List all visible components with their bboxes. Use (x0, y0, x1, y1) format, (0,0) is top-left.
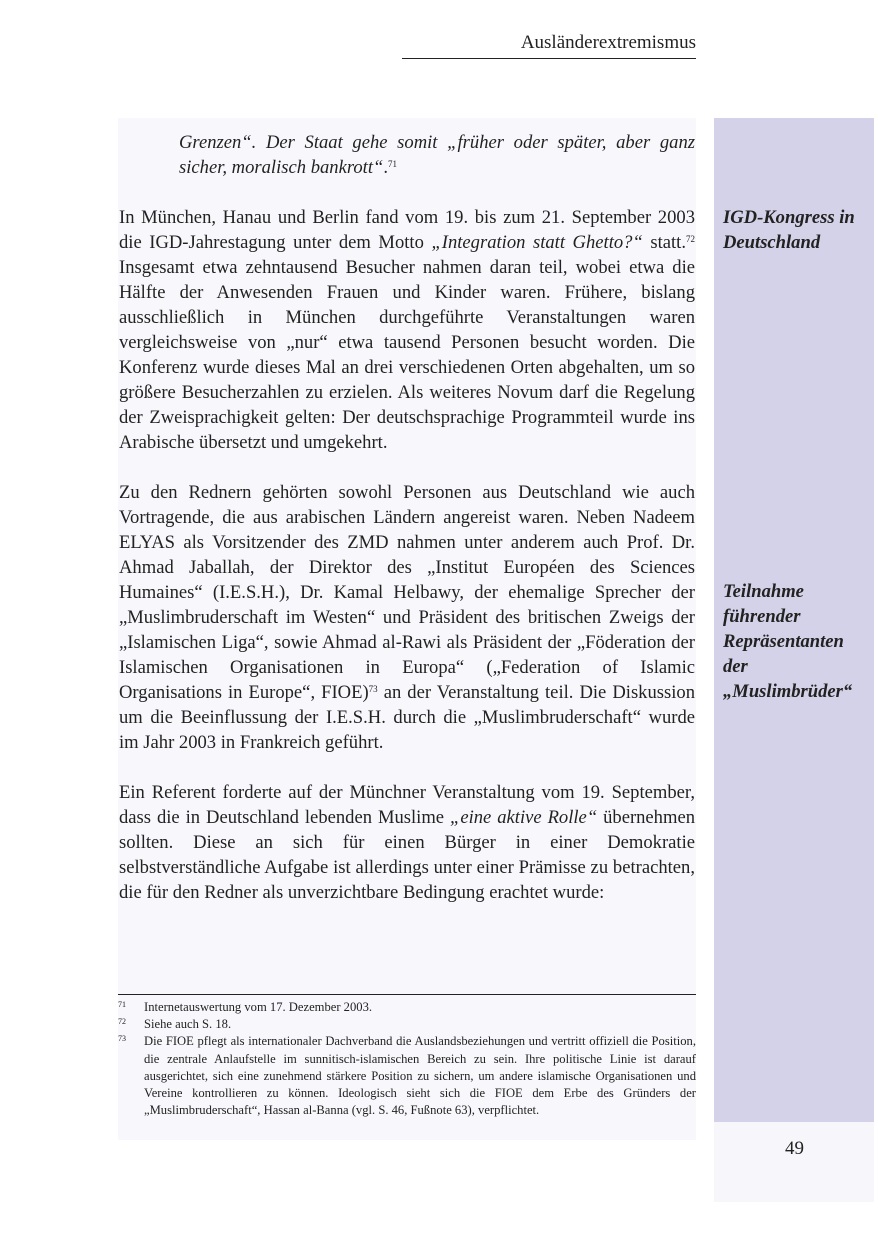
para1-motto: „Integration statt Ghetto?“ (431, 232, 643, 253)
para2-text-b: an der Veranstaltung teil. Die Diskussion um die Beeinflussung der I.E.S.H. durch die „Muslimbruderschaft“ wurde im Jahr 2003 in Frankreich geführt. (119, 682, 696, 753)
footnote-ref-73[interactable]: 73 (368, 684, 378, 694)
footnote-text: Siehe auch S. 18. (144, 1017, 232, 1032)
para3-text-a: Ein Referent forderte auf der Münchner Veranstaltung vom 19. September, dass die in Deutschland lebenden Muslime (119, 782, 695, 828)
quote-italic-emphasis: „früher oder später, aber ganz sicher, moralisch bankrott“ (179, 132, 695, 178)
para3-emphasis: „eine aktive Rolle“ (450, 807, 598, 828)
para3-text-b: übernehmen sollten. Diese an sich für einen Bürger in einer Demokratie selbstverständliche Aufgabe ist allerdings unter einer Prämisse zu betrachten, die für den Redner als unverzichtbare Bedingung erachtet wurde: (119, 807, 695, 903)
footnote-73 (118, 1033, 696, 1119)
footnote-text: Internetauswertung vom 17. Dezember 2003. (144, 1000, 373, 1014)
quote-italic-start: Grenzen“. Der Staat gehe somit (179, 132, 448, 153)
paragraph-speakers (119, 480, 695, 755)
para2-text-a: Zu den Rednern gehörten sowohl Personen aus Deutschland wie auch Vortragende, die aus arabischen Ländern angereist waren. Neben Nadeem ELYAS als Vorsitzender des ZMD nahmen unter anderem auch Prof. Dr. Ahmad Jaballah, der Direktor des „Institut Européen des Sciences Humaines“ (I.E.S.H.), Dr. Kamal Helbawy, der ehemalige Sprecher der „Muslimbruderschaft im Westen“ und Präsident des britischen Zweigs der „Islamischen Liga“, sowie Ahmad al-Rawi als Präsident der „Föderation der Islamischen Organisationen in Europa“ („Federation of Islamic Organisations in Europe“, FIOE) (119, 482, 695, 703)
para1-text-b: statt. (642, 232, 686, 253)
quote-end: . (383, 157, 389, 178)
margin-note-muslim-brothers: Teilnahme führender Repräsentanten der „Muslimbrüder“ (723, 581, 853, 702)
block-quote (119, 130, 695, 180)
para1-text-a: In München, Hanau und Berlin fand vom 19. bis zum 21. September 2003 die IGD-Jahrestagung unter dem Motto (119, 207, 695, 253)
body-text (119, 130, 695, 930)
footnote-72 (118, 1016, 696, 1033)
margin-note-igd-congress: IGD-Kongress in Deutschland (723, 207, 855, 253)
footnote-number: 72 (118, 1017, 126, 1027)
para1-text-c: Insgesamt etwa zehntausend Besucher nahmen daran teil, wobei etwa die Hälfte der Anwesenden Frauen und Kinder waren. Frühere, bislang ausschließlich in München durchgeführte Veranstaltungen waren vergleichsweise von „nur“ etwa tausend Personen besucht worden. Die Konferenz wurde dieses Mal an drei verschiedenen Orten abgehalten, um so größere Besucherzahlen zu erzielen. Als weiteres Novum darf die Regelung der Zweisprachigkeit gelten: Der deutschsprachige Programmteil wurde ins Arabische übersetzt und umgekehrt. (119, 257, 695, 453)
page-number: 49 (785, 1138, 804, 1159)
footnote-ref-71[interactable]: 71 (388, 159, 398, 169)
page-number-box (714, 1122, 874, 1202)
footnotes (118, 994, 696, 1119)
paragraph-igd-congress (119, 205, 695, 455)
paragraph-referent (119, 780, 695, 905)
footnote-71 (118, 999, 696, 1016)
footnote-text: Die FIOE pflegt als internationaler Dachverband die Auslandsbeziehungen und vertritt offiziell die Position, die zentrale Anlaufstelle im sunnitisch-islamischen Bereich zu sein. Ihre politische Linie ist darauf ausgerichtet, sich eine zunehmend stärkere Position zu sichern, um andere islamische Organisationen und Vereine kontrollieren zu können. Ideologisch sieht sich die FIOE dem Erbe des Gründers der „Muslimbruderschaft“, Hassan al-Banna (vgl. S. 46, Fußnote 63), verpflichtet. (144, 1034, 696, 1118)
footnote-number: 73 (118, 1034, 126, 1044)
running-header: Ausländerextremismus (402, 32, 696, 59)
footnote-number: 71 (118, 1000, 126, 1009)
footnote-ref-72[interactable]: 72 (686, 234, 695, 244)
